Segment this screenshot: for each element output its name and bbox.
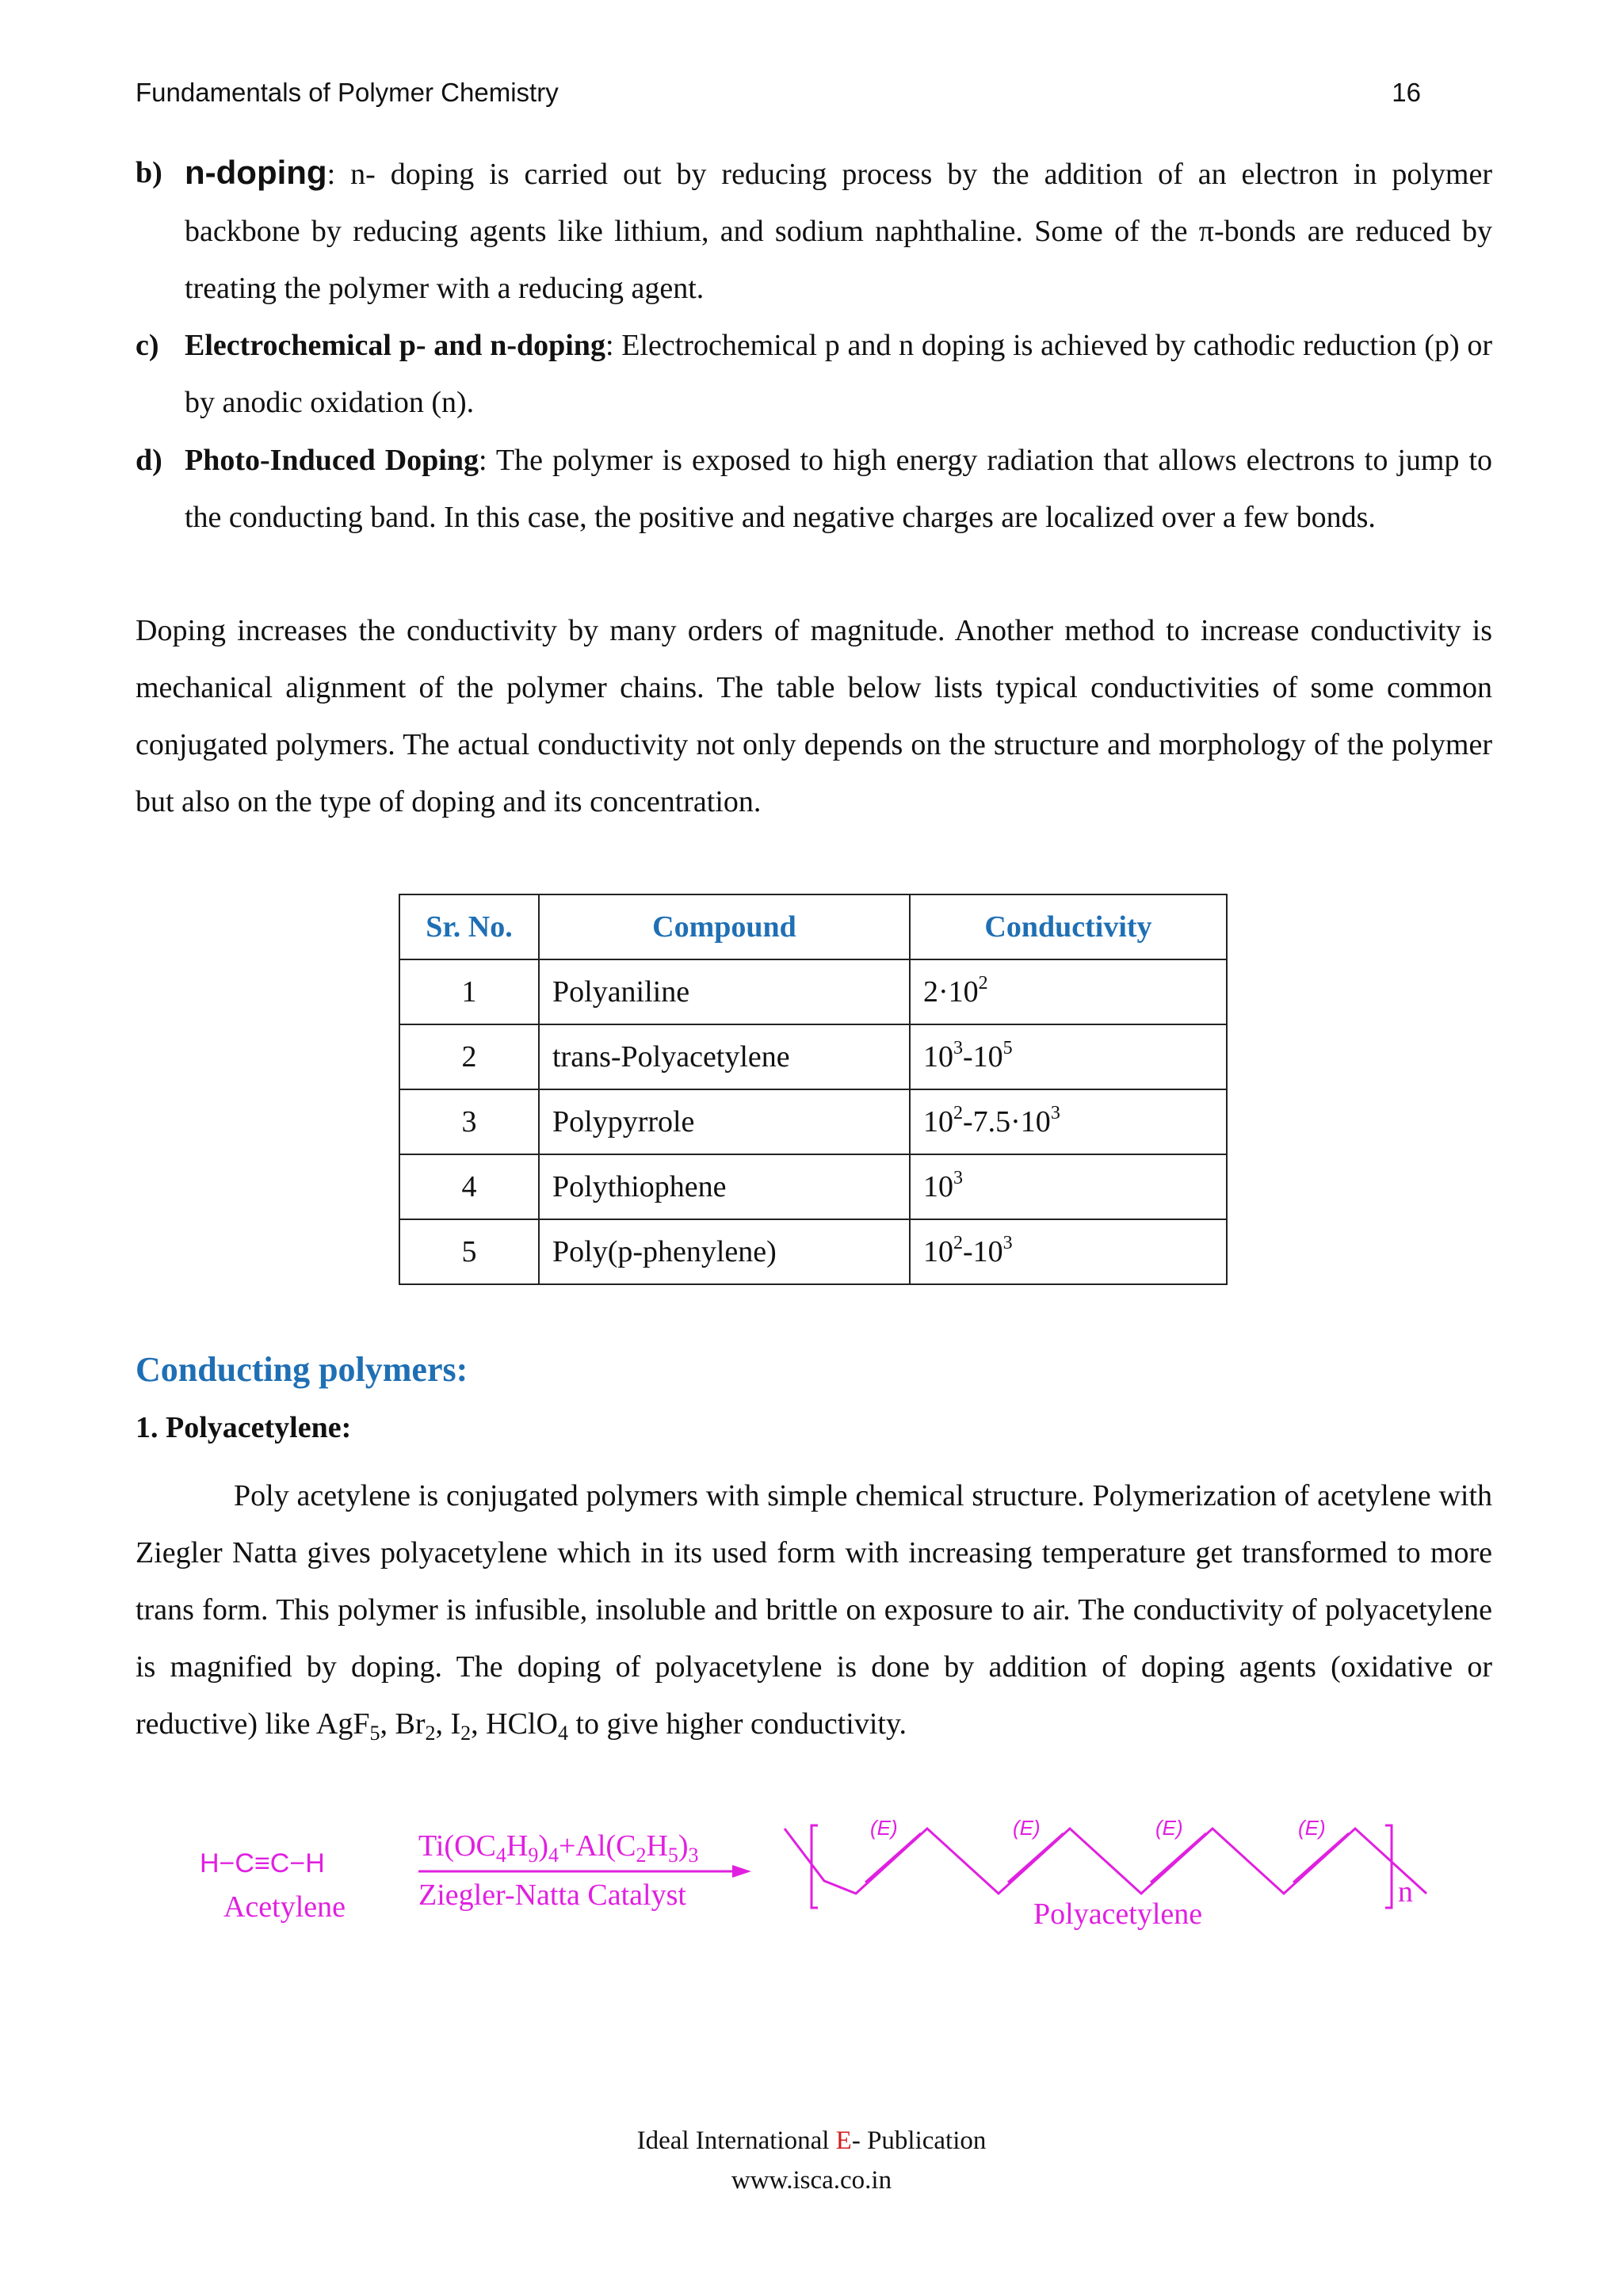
reagent-part: +Al(C: [559, 1829, 636, 1863]
item-text: : n- doping is carried out by reducing process by the addition of an electron in polymer backbone by reducing agents like lithium, and sodium naphthaline. Some of the π-bonds are reduced by treating the polymer with a reducing agent.: [185, 158, 1492, 305]
column-header: Sr. No.: [399, 894, 539, 959]
repeat-unit-n: n: [1398, 1875, 1413, 1909]
double-bond: [1293, 1833, 1349, 1882]
reagent-part: Ti(OC: [418, 1829, 496, 1863]
conductivity-value: [910, 1154, 1227, 1219]
reagent-sub: 5: [667, 1844, 678, 1867]
conductivity-base: -7.5·10: [963, 1105, 1051, 1138]
table-body: [399, 959, 1227, 1284]
catalyst-label: Ziegler-Natta Catalyst: [418, 1878, 686, 1912]
paragraph-text: Poly acetylene is conjugated polymers with simple chemical structure. Polymerization of acetylene with Ziegler Natta gives polyacetylene which in its used form with increasing temperature get transformed to more trans form. This polymer is infusible, insoluble and brittle on exposure to air. The conductivity of polyacetylene is magnified by doping. The doping of polyacetylene is done by addition of doping agents (oxidative or reductive) like AgF: [136, 1479, 1492, 1741]
item-label: n-doping: [185, 154, 327, 191]
polyacetylene-label: Polyacetylene: [1033, 1897, 1203, 1931]
doping-paragraph: Doping increases the conductivity by many orders of magnitude. Another method to increase conductivity is mechanical alignment of the polymer chains. The table below lists typical conductivities of some common conjugated polymers. The actual conductivity not only depends on the structure and morphology of the polymer but also on the type of doping and its concentration.: [136, 614, 1492, 818]
row-number: 4: [399, 1154, 539, 1219]
reagent-sub: 2: [636, 1844, 647, 1867]
list-item-c: [136, 317, 1492, 431]
item-body: [185, 144, 1492, 317]
page-number: 16: [1392, 78, 1421, 107]
conductivity-exponent: 5: [1002, 1038, 1013, 1058]
item-text: : Electrochemical p and n doping is achieved by cathodic reduction (p) or by anodic oxidation (n).: [185, 329, 1492, 419]
reagent-sub: 4: [548, 1844, 559, 1867]
stereo-label: (E): [870, 1816, 898, 1840]
reagent-sub: 3: [688, 1844, 699, 1867]
item-marker: b): [136, 156, 162, 189]
conductivity-base: 10: [923, 1170, 953, 1203]
polyacetylene-structure: [0, 1798, 1623, 1957]
conductivity-value: [910, 959, 1227, 1024]
conductivity-base: 10: [923, 1105, 953, 1138]
double-bond: [1008, 1833, 1064, 1882]
publisher-e: E: [835, 2126, 852, 2155]
conductivity-exponent: 2: [953, 1103, 963, 1123]
conductivity-exponent: 3: [953, 1038, 963, 1058]
row-number: 3: [399, 1089, 539, 1154]
reagent-sub: 9: [528, 1844, 539, 1867]
reagent-part: H: [506, 1829, 529, 1863]
reagent-part: H: [646, 1829, 668, 1863]
compound-name: trans-Polyacetylene: [539, 1024, 910, 1089]
conductivity-base: 2·10: [923, 975, 979, 1009]
conductivity-value: [910, 1024, 1227, 1089]
stereo-label: (E): [1298, 1816, 1326, 1840]
table-row: [399, 1219, 1227, 1284]
table-row: [399, 1154, 1227, 1219]
section-title: Conducting polymers:: [136, 1350, 468, 1389]
conductivity-base: -10: [963, 1235, 1003, 1268]
item-marker: c): [136, 329, 159, 362]
publisher-text: - Publication: [851, 2126, 987, 2155]
conductivity-exponent: 3: [1002, 1233, 1013, 1253]
acetylene-formula: H−C≡C−H: [200, 1848, 325, 1878]
conductivity-base: 10: [923, 1235, 953, 1268]
row-number: 5: [399, 1219, 539, 1284]
publisher-text: Ideal International: [636, 2126, 836, 2155]
conductivity-table: [399, 894, 1228, 1285]
compound-name: Poly(p-phenylene): [539, 1219, 910, 1284]
item-label: Photo-Induced Doping: [185, 444, 479, 477]
footer-website: www.isca.co.in: [731, 2166, 892, 2195]
item-text: : The polymer is exposed to high energy radiation that allows electrons to jump to the conducting band. In this case, the positive and negative charges are localized over a few bonds.: [185, 444, 1493, 534]
table-row: [399, 959, 1227, 1024]
conductivity-exponent: 2: [953, 1233, 963, 1253]
reagent-part: ): [538, 1829, 548, 1863]
list-item-d: [136, 432, 1492, 546]
formula-subscript: 2: [425, 1722, 436, 1745]
item-body: [185, 432, 1492, 546]
paragraph-text: to give higher conductivity.: [567, 1707, 907, 1741]
polyacetylene-paragraph: [136, 1467, 1492, 1753]
acetylene-label: Acetylene: [223, 1890, 346, 1924]
compound-name: Polypyrrole: [539, 1089, 910, 1154]
paragraph-text: , HClO: [471, 1707, 558, 1741]
conductivity-base: -10: [963, 1040, 1003, 1074]
stereo-label: (E): [1013, 1816, 1041, 1840]
reaction-scheme: [0, 1798, 1623, 1957]
double-bond: [865, 1833, 921, 1882]
table-row: [399, 1024, 1227, 1089]
formula-subscript: 5: [369, 1722, 380, 1745]
subsection-title: 1. Polyacetylene:: [136, 1411, 352, 1444]
reaction-arrow-head: [732, 1865, 751, 1878]
table-header-row: [399, 894, 1227, 959]
book-title: Fundamentals of Polymer Chemistry: [136, 78, 559, 107]
formula-subscript: 4: [557, 1722, 568, 1745]
compound-name: Polyaniline: [539, 959, 910, 1024]
conductivity-base: 10: [923, 1040, 953, 1074]
column-header: Conductivity: [910, 894, 1227, 959]
compound-name: Polythiophene: [539, 1154, 910, 1219]
column-header: Compound: [539, 894, 910, 959]
running-header: [136, 78, 1421, 117]
conductivity-exponent: 3: [1050, 1103, 1060, 1123]
item-marker: d): [136, 444, 162, 477]
paragraph-text: , I: [435, 1707, 461, 1741]
double-bond: [1151, 1833, 1206, 1882]
conductivity-value: [910, 1219, 1227, 1284]
row-number: 2: [399, 1024, 539, 1089]
reagent-sub: 4: [495, 1844, 506, 1867]
conductivity-exponent: 2: [978, 973, 988, 994]
table-row: [399, 1089, 1227, 1154]
item-label: Electrochemical p- and n-doping: [185, 329, 605, 362]
right-bracket: [1385, 1825, 1392, 1908]
conductivity-exponent: 3: [953, 1168, 963, 1188]
footer-publisher: [0, 2126, 1623, 2156]
list-item-b: [136, 144, 1492, 317]
stereo-label: (E): [1155, 1816, 1183, 1840]
item-body: [185, 317, 1492, 431]
conductivity-value: [910, 1089, 1227, 1154]
paragraph-text: , Br: [380, 1707, 426, 1741]
formula-subscript: 2: [460, 1722, 472, 1745]
reagent-part: ): [678, 1829, 689, 1863]
row-number: 1: [399, 959, 539, 1024]
